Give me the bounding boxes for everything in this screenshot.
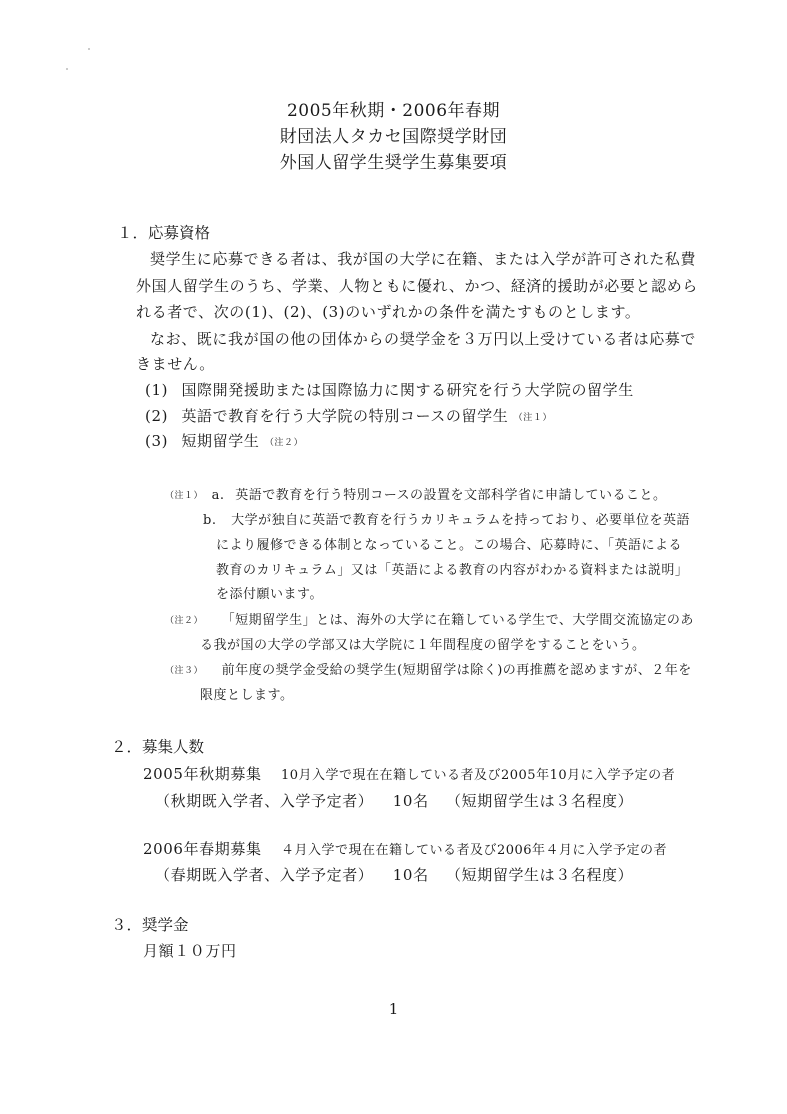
- autumn-sub: （秋期既入学者、入学予定者）: [155, 792, 374, 810]
- note-1b-line4: を添付願います。: [216, 587, 323, 602]
- note-label: （注３）: [165, 666, 204, 676]
- note-text: 前年度の奨学金受給の奨学生(短期留学は除く)の再推薦を認めますが、２年を: [221, 663, 692, 678]
- section-1-heading: １．応募資格: [117, 224, 211, 242]
- autumn-recruitment-line: [143, 763, 675, 784]
- section-1-p2-line2: きません。: [136, 355, 215, 373]
- note-text: 「短期留学生」とは、海外の大学に在籍している学生で、大学間交流協定のあ: [221, 613, 694, 628]
- doc-title-guideline: 外国人留学生奨学生募集要項: [279, 153, 508, 173]
- section-1-p1-line3: れる者で、次の(1)、(2)、(3)のいずれかの条件を満たすものとします。: [136, 303, 641, 321]
- note-marker: a.: [211, 488, 225, 503]
- section-1-p2-line1: なお、既に我が国の他の団体からの奨学金を３万円以上受けている者は応募で: [150, 330, 697, 348]
- autumn-label: 2005年秋期募集: [143, 765, 262, 783]
- section-3-heading: ３．奨学金: [111, 916, 189, 934]
- section-2-heading: ２．募集人数: [111, 738, 205, 756]
- spring-label: 2006年春期募集: [143, 840, 262, 858]
- condition-num: (2): [145, 407, 169, 425]
- note-text: 大学が独自に英語で教育を行うカリキュラムを持っており、必要単位を英語: [231, 513, 690, 528]
- doc-title-foundation: 財団法人タカセ国際奨学財団: [279, 127, 508, 147]
- spring-short: （短期留学生は３名程度）: [446, 866, 634, 884]
- condition-text: 国際開発援助または国際協力に関する研究を行う大学院の留学生: [181, 381, 634, 399]
- autumn-count: 10名: [392, 792, 429, 810]
- note-text: 英語で教育を行う特別コースの設置を文部科学省に申請していること。: [235, 488, 667, 503]
- condition-num: (1): [145, 381, 169, 399]
- condition-item-3: [145, 430, 303, 451]
- spring-count: 10名: [392, 866, 429, 884]
- section-1-p1-line2: 外国人留学生のうち、学業、人物ともに優れ、かつ、経済的援助が必要と認めら: [136, 277, 698, 295]
- condition-item-2: [145, 405, 552, 426]
- page-number: 1: [388, 1000, 399, 1018]
- scan-speck: [88, 48, 90, 50]
- note-2-line2: る我が国の大学の学部又は大学院に１年間程度の留学をすることをいう。: [200, 638, 646, 653]
- spring-recruitment-line: [143, 838, 667, 859]
- note-3-line1: [165, 659, 692, 678]
- autumn-quota-line: [155, 790, 633, 811]
- doc-title-period: 2005年秋期・2006年春期: [286, 101, 501, 121]
- note-1b-line3: 教育のカリキュラム」又は「英語による教育の内容がわかる資料または説明」: [216, 563, 689, 578]
- condition-item-1: [145, 379, 634, 400]
- note-label: （注１）: [165, 491, 204, 501]
- spring-desc: ４月入学で現在在籍している者及び2006年４月に入学予定の者: [280, 843, 668, 858]
- condition-text: 英語で教育を行う大学院の特別コースの留学生: [181, 407, 509, 425]
- section-1-p1-line1: 奨学生に応募できる者は、我が国の大学に在籍、または入学が許可された私費: [150, 250, 697, 268]
- note-label: （注２）: [165, 616, 204, 626]
- scholarship-amount: 月額１０万円: [143, 942, 237, 960]
- condition-text: 短期留学生: [181, 432, 260, 450]
- spring-quota-line: [155, 864, 633, 885]
- autumn-desc: 10月入学で現在在籍している者及び2005年10月に入学予定の者: [280, 768, 676, 783]
- note-3-line2: 限度とします。: [200, 688, 294, 703]
- condition-note-ref: （注１）: [513, 413, 553, 423]
- scan-speck: [66, 68, 68, 70]
- condition-num: (3): [145, 432, 169, 450]
- spring-sub: （春期既入学者、入学予定者）: [155, 866, 374, 884]
- note-1b-line1: [203, 509, 690, 528]
- note-marker: b.: [203, 513, 217, 528]
- note-2-line1: [165, 609, 694, 628]
- note-1a: [165, 484, 667, 503]
- condition-note-ref: （注２）: [264, 438, 304, 448]
- autumn-short: （短期留学生は３名程度）: [446, 792, 634, 810]
- note-1b-line2: により履修できる体制となっていること。この場合、応募時に、「英語による: [216, 538, 683, 553]
